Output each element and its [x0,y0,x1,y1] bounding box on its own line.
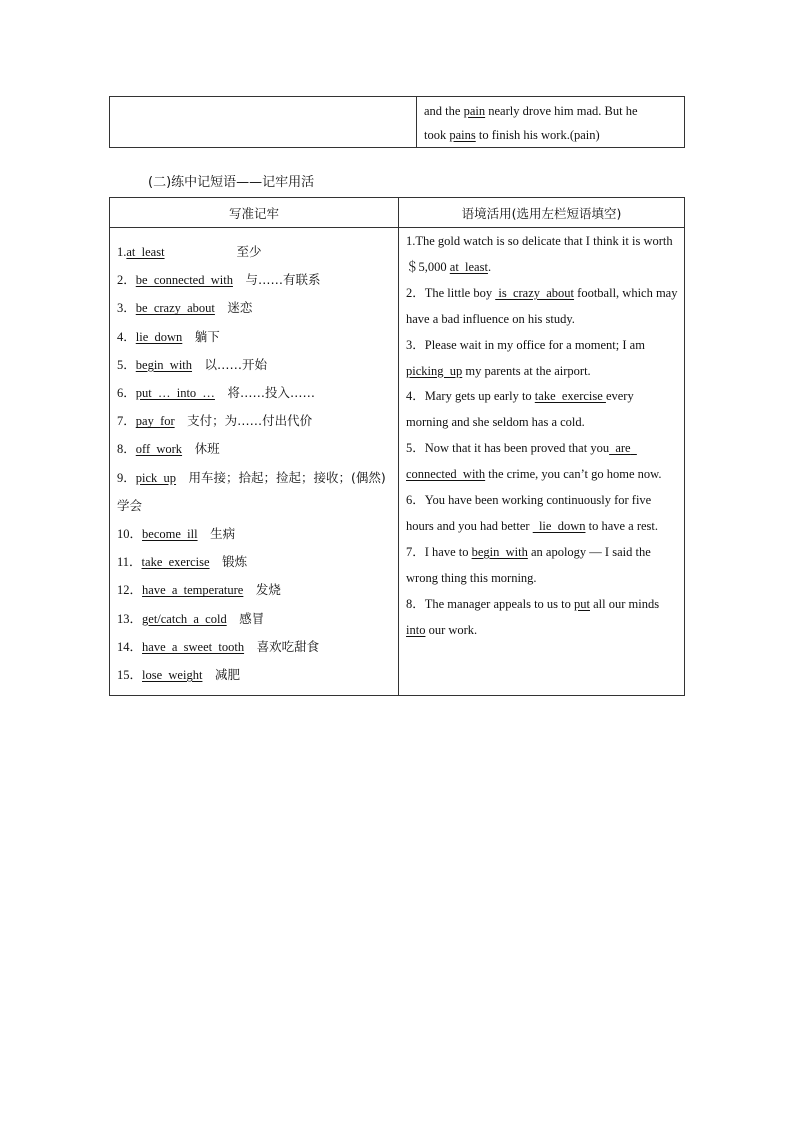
phrase-text: take exercise [141,555,210,570]
sentence-text: 8．The manager appeals to us to [406,596,575,611]
phrase-text: have a sweet tooth [142,639,245,654]
phrase-text: become ill [142,527,198,542]
phrase-text: put … into … [135,386,215,401]
header-right: 语境活用(选用左栏短语填空) [399,198,685,228]
text: took [424,128,450,142]
phrase-item [117,435,394,463]
spacer [233,273,246,287]
exercise-item [406,333,679,385]
phrase-number: 7． [117,414,136,429]
sentence-text: 7．I have to [406,544,472,559]
spacer [227,612,240,626]
phrase-text: off work [135,442,183,457]
phrase-text: at least [126,245,165,259]
spacer [202,668,215,682]
spacer [198,527,211,541]
sentence-text: football, which may have a bad influence on his study. [406,285,681,326]
exercise-list [406,229,679,644]
phrase-meaning: 减肥 [214,667,240,683]
phrase-number: 9． [117,470,136,485]
phrase-number: 5． [117,357,136,372]
sentence-text: 3．Please wait in my office for a moment; I am [406,337,649,352]
phrase-number: 12． [117,583,143,598]
phrase-item [117,238,394,266]
spacer [215,386,228,400]
phrase-number: 1. [117,245,127,259]
answer-pains: pains [449,128,476,142]
sentence-text: all our minds [590,596,663,611]
pain-example-cell [417,97,685,148]
sentence-text: to have a rest. [585,518,659,533]
phrase-number: 4． [117,329,136,344]
phrase-meaning: 以……开始 [204,356,268,372]
exercise-item [406,281,679,333]
answer-blank: put [574,596,590,611]
phrase-list-cell [110,228,399,696]
phrase-meaning: 生病 [210,526,236,542]
text: and the [424,104,464,118]
spacer [165,245,237,259]
phrase-text: pick up [135,470,177,485]
phrase-meaning: 喜欢吃甜食 [256,638,320,654]
phrase-item [117,323,394,351]
spacer [182,442,195,456]
spacer [175,414,188,428]
phrase-item [117,266,394,294]
top-table [109,96,685,148]
empty-cell [110,97,417,148]
exercise-item [406,229,679,281]
answer-blank: begin with [471,544,528,559]
sentence-text: every morning and she seldom has a cold. [406,389,637,430]
spacer [210,555,223,569]
exercise-item [406,436,679,488]
spacer [192,358,205,372]
answer-blank: take exercise [534,389,606,404]
sentence-text: 4．Mary gets up early to [406,389,535,404]
answer-blank: at least [449,259,488,274]
pain-line-2 [424,123,678,147]
exercise-item [406,488,679,540]
phrase-meaning: 至少 [236,244,262,259]
phrase-meaning: 与……有联系 [245,272,321,288]
header-left: 写准记牢 [110,198,399,228]
phrase-meaning: 休班 [194,441,220,457]
sentence-text: an apology — I said the wrong thing this morning. [406,544,654,585]
phrase-item [117,633,394,661]
phrase-meaning: 用车接；拾起；捡起；接收；(偶然)学会 [117,469,386,513]
phrase-meaning: 感冒 [239,610,265,626]
phrase-text: lie down [135,329,183,344]
phrase-number: 13． [117,611,143,626]
phrase-item [117,464,394,520]
exercise-item [406,384,679,436]
phrase-list [117,238,394,689]
exercise-item [406,540,679,592]
phrase-meaning: 发烧 [255,582,281,598]
answer-blank: into [406,622,426,637]
section-heading: (二)练中记短语——记牢用活 [148,175,315,190]
answer-blank: is crazy about [495,285,575,300]
phrase-meaning: 支付；为……付出代价 [187,413,313,429]
spacer [243,583,256,597]
answer-blank: are connected with [406,441,637,482]
exercise-item [406,592,679,644]
phrase-number: 11． [117,555,142,570]
spacer [176,471,189,485]
phrase-text: begin with [135,357,193,372]
sentence-text: . [487,259,492,274]
phrase-item [117,379,394,407]
sentence-text: the crime, you can’t go home now. [485,467,662,482]
phrase-meaning: 锻炼 [222,554,248,570]
phrase-item [117,294,394,322]
phrase-item [117,407,394,435]
phrase-item [117,548,394,576]
phrase-text: get/catch a cold [142,611,227,626]
sentence-text: our work. [425,622,478,637]
phrase-number: 2． [117,273,136,288]
phrase-meaning: 躺下 [194,328,220,344]
phrase-meaning: 迷恋 [227,300,253,316]
phrase-number: 10． [117,527,143,542]
answer-blank: lie down [532,518,586,533]
phrase-item [117,605,394,633]
phrase-item [117,661,394,689]
spacer [244,640,257,654]
answer-pain: pain [463,104,486,118]
phrase-table [109,197,685,696]
text: to finish his work.(pain) [475,128,600,142]
phrase-number: 14． [117,639,143,654]
phrase-text: be connected with [135,273,233,288]
spacer [215,301,228,315]
phrase-text: be crazy about [135,301,215,316]
sentence-text: 5．Now that it has been proved that you [406,441,610,456]
phrase-item [117,351,394,379]
phrase-number: 15． [117,668,143,683]
pain-line-1 [424,99,678,123]
phrase-text: pay for [135,414,175,429]
phrase-item [117,576,394,604]
spacer [182,330,195,344]
phrase-text: have a temperature [142,583,244,598]
sentence-text: my parents at the airport. [462,363,591,378]
exercise-cell [399,228,685,696]
phrase-text: lose weight [142,668,203,683]
phrase-meaning: 将……投入…… [227,385,315,401]
sentence-text: 1.The gold watch is so delicate that I think it is worth ＄5,000 [406,234,679,274]
text: nearly drove him mad. But he [485,104,638,118]
sentence-text: 2．The little boy [406,285,496,300]
sentence-text: 6．You have been working continuously for five hours and you had better [406,493,655,533]
phrase-number: 6． [117,386,136,401]
answer-blank: picking up [406,363,463,378]
phrase-item [117,520,394,548]
phrase-number: 8． [117,442,136,457]
phrase-number: 3． [117,301,136,316]
